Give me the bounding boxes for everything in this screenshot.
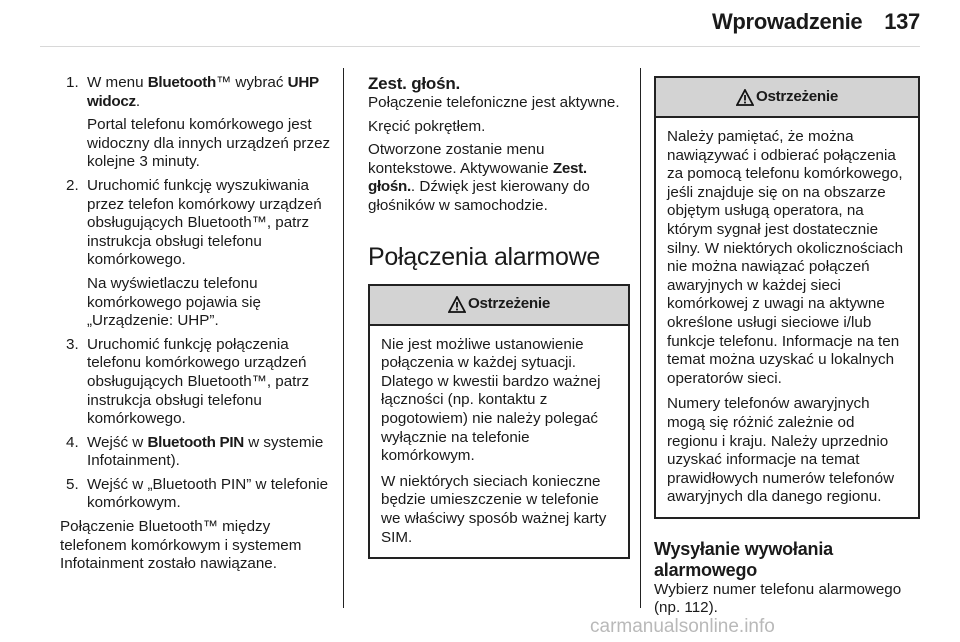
step-note: Na wyświetlaczu telefonu komórkowego pojawia się „Urządzenie: UHP”. bbox=[87, 274, 261, 330]
warning-body bbox=[656, 118, 918, 517]
paragraph: Kręcić pokrętłem. bbox=[368, 117, 486, 135]
list-item bbox=[60, 336, 332, 429]
step-number: 1. bbox=[66, 74, 79, 91]
step-number: 2. bbox=[66, 176, 79, 194]
paragraph: Należy pamiętać, że można nawiązywać i odbierać połączenia za pomocą telefonu komórkowego, jeśli znajduje się on na obszarze objętym usługą operatora, na którym sygnał jest dostatecznie silny. W niektórych okolicznościach nie można nawiązać połączeń awaryjnych w każdej sieci komórkowej z uwagi na aktywne określone usługi sieciowe i/lub funkcje telefonu. Informacje na ten temat można uzyskać u lokalnych operatorów sieci. bbox=[667, 128, 904, 387]
step-number: 3. bbox=[66, 335, 79, 353]
dialing-section bbox=[654, 539, 920, 618]
middle-column bbox=[368, 74, 630, 559]
header-divider bbox=[40, 46, 920, 47]
step-number: 4. bbox=[66, 433, 79, 451]
paragraph: Otworzone zostanie menu kontekstowe. Aktywowanie Zest. głośn.. Dźwięk jest kierowany do głośników w samochodzie. bbox=[368, 141, 590, 214]
menu-item-ref: Zest. głośn. bbox=[368, 159, 587, 196]
right-column bbox=[654, 76, 920, 618]
closing-paragraph: Połączenie Bluetooth™ między telefonem komórkowym i systemem Infotainment zostało nawiązane. bbox=[60, 518, 302, 573]
list-item bbox=[60, 74, 332, 172]
step-text: Wejść w „Bluetooth PIN” w telefonie komórkowym. bbox=[87, 475, 329, 512]
step-text: Uruchomić funkcję połączenia telefonu komórkowego urządzeń obsługujących Bluetooth™, patrz instrukcja obsługi telefonu komórkowego. bbox=[87, 335, 310, 428]
step-note: Portal telefonu komórkowego jest widoczny dla innych urządzeń przez kolejne 3 minuty. bbox=[87, 116, 331, 171]
paragraph: Nie jest możliwe ustanowienie połączenia w każdej sytuacji. Dlatego w kwestii bardzo ważnej łączności (np. kontaktu z pogotowiem) nie należy polegać wyłącznie na telefonie komórkowym. bbox=[381, 335, 601, 465]
paragraph: Numery telefonów awaryjnych mogą się różnić zależnie od regionu i kraju. Należy uprzednio uzyskać informacje na temat prawidłowych numerów telefonów awaryjnych dla danego regionu. bbox=[667, 395, 895, 506]
section-heading: Wysyłanie wywołania bbox=[654, 538, 833, 559]
warning-box bbox=[654, 76, 920, 519]
left-column bbox=[60, 74, 332, 574]
step-text: W menu Bluetooth™ wybrać UHP widocz. bbox=[87, 74, 319, 110]
list-item bbox=[60, 476, 332, 513]
list-item bbox=[60, 434, 332, 471]
page-title: Wprowadzenie bbox=[711, 9, 863, 34]
warning-header bbox=[370, 286, 628, 326]
step-text: Wejść w Bluetooth PIN w systemie Infotainment). bbox=[87, 433, 324, 470]
page-number: 137 bbox=[884, 9, 920, 34]
column-divider-right bbox=[640, 68, 641, 608]
paragraph: W niektórych sieciach konieczne będzie umieszczenie w telefonie we właściwy sposób ważnej karty SIM. bbox=[381, 472, 607, 546]
warning-label: Ostrzeżenie bbox=[468, 295, 550, 313]
warning-header bbox=[656, 78, 918, 118]
steps-list bbox=[60, 74, 332, 513]
warning-box bbox=[368, 284, 630, 560]
step-text: Uruchomić funkcję wyszukiwania przez telefon komórkowy urządzeń obsługujących Bluetooth™, patrz instrukcja obsługi telefonu komórkowego. bbox=[87, 176, 322, 269]
column-divider-left bbox=[343, 68, 344, 608]
paragraph: Połączenie telefoniczne jest aktywne. bbox=[368, 94, 620, 111]
watermark-text: carmanualsonline.info bbox=[590, 616, 775, 637]
menu-item-ref: UHP widocz bbox=[87, 74, 319, 110]
paragraph: Wybierz numer telefonu alarmowego (np. 112). bbox=[654, 580, 902, 617]
section-heading: Zest. głośn. bbox=[368, 74, 461, 93]
page-header bbox=[712, 8, 920, 36]
menu-item-ref: Bluetooth bbox=[147, 74, 216, 91]
step-number: 5. bbox=[66, 475, 79, 493]
chapter-heading: Połączenia alarmowe bbox=[368, 242, 600, 271]
warning-label: Ostrzeżenie bbox=[756, 87, 838, 105]
warning-triangle-icon bbox=[448, 296, 466, 313]
warning-triangle-icon bbox=[736, 89, 754, 106]
warning-body bbox=[370, 326, 628, 558]
list-item bbox=[60, 177, 332, 331]
section-heading: alarmowego bbox=[654, 559, 758, 580]
menu-item-ref: Bluetooth PIN bbox=[147, 433, 244, 451]
